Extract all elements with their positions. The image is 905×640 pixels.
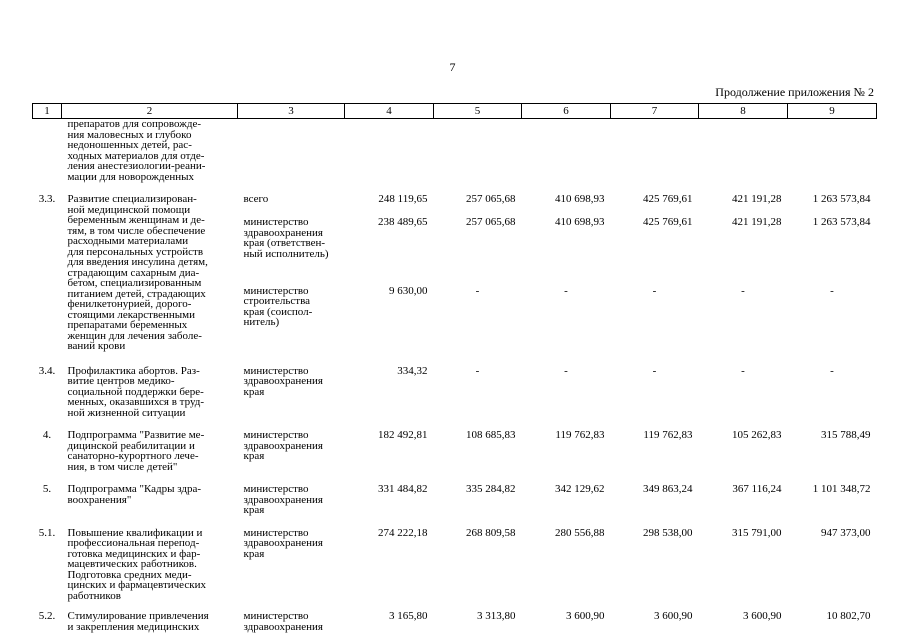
row-value: 331 484,82 <box>378 483 428 495</box>
header-row <box>33 104 877 119</box>
row-value: 425 769,61 <box>643 193 693 205</box>
row-value: 315 791,00 <box>732 526 782 539</box>
row-value: 1 263 573,84 <box>812 193 871 205</box>
table-row <box>33 194 877 217</box>
page-number: 7 <box>449 60 456 74</box>
row-value <box>434 119 522 195</box>
row-value: 248 119,65 <box>378 193 428 205</box>
row-value: 298 538,00 <box>643 526 693 539</box>
row-value: 342 129,62 <box>555 483 605 495</box>
row-value: 3 600,90 <box>743 610 782 622</box>
row-name: Повышение квалификации и профессиональная перепод- готовка медицинских и фар- мацевтических работников. Подготовка средних меди- цинских и фармацевтических работников <box>67 526 206 602</box>
row-value: - <box>475 364 480 377</box>
row-value: - <box>741 284 745 297</box>
row-value: - <box>830 364 834 377</box>
table-row <box>33 611 877 632</box>
row-value: 280 556,88 <box>555 526 605 539</box>
row-value: 1 101 348,72 <box>812 483 871 495</box>
row-name: Развитие специализирован- ной медицинской помощи беременным женщинам и де- тям, в том числе обеспечение расходными материалами для персональных устройств для введения инсулина детям, страдающим сахарным диа- бетом, специализированным питанием детей, страдающих фенилкетонурией, дорого- стоящими лекарственными препаратами беременных женщин для лечения заболе- ваний крови <box>67 193 208 352</box>
row-value: 268 809,58 <box>466 526 516 539</box>
row-value <box>788 119 877 195</box>
header-cell: 8 <box>699 104 788 119</box>
row-executor: министерство строительства края (соиспол- нитель) <box>243 284 313 329</box>
row-executor: министерство здравоохранения края <box>243 364 323 398</box>
row-executor: министерство здравоохранения <box>243 610 323 633</box>
row-value: 108 685,83 <box>466 429 516 441</box>
row-name: Профилактика абортов. Раз- витие центров медико- социальной поддержки бере- менных, оказавшихся в труд- ной жизненной ситуации <box>67 364 205 419</box>
row-value: 257 065,68 <box>466 193 516 205</box>
row-value: 3 600,90 <box>654 610 693 622</box>
row-value: 238 489,65 <box>378 216 428 229</box>
continuation-label: Продолжение приложения № 2 <box>715 85 874 99</box>
row-value: 315 788,49 <box>821 429 871 441</box>
row-value: 3 165,80 <box>389 610 428 622</box>
row-value: 349 863,24 <box>643 483 693 495</box>
row-value: 9 630,00 <box>389 284 428 297</box>
row-executor: министерство здравоохранения края <box>243 526 323 560</box>
row-number: 3.3. <box>38 193 56 205</box>
table-row <box>33 528 877 612</box>
row-value: - <box>741 364 745 377</box>
table-row <box>33 366 877 431</box>
row-value: 274 222,18 <box>378 526 428 539</box>
row-value: 947 373,00 <box>821 526 871 539</box>
row-number: 5.2. <box>38 610 56 622</box>
header-cell: 9 <box>788 104 877 119</box>
table-row <box>33 430 877 484</box>
row-value <box>611 119 699 195</box>
row-value: - <box>564 364 568 377</box>
row-number: 4. <box>42 429 52 441</box>
row-executor: всего <box>243 193 269 205</box>
row-executor: министерство здравоохранения края (ответствен- ный исполнитель) <box>243 216 329 260</box>
row-value: 421 191,28 <box>732 216 782 229</box>
header-cell: 4 <box>345 104 434 119</box>
header-cell: 7 <box>611 104 699 119</box>
header-cell: 3 <box>238 104 345 119</box>
table-row <box>33 484 877 528</box>
row-value: 257 065,68 <box>466 216 516 229</box>
row-value: 105 262,83 <box>732 429 782 441</box>
row-value: - <box>652 284 657 297</box>
row-value: 335 284,82 <box>466 483 516 495</box>
row-name: Стимулирование привлечения и закрепления медицинских <box>67 610 209 633</box>
row-value: 410 698,93 <box>555 216 605 229</box>
header-cell: 1 <box>33 104 62 119</box>
header-cell: 6 <box>522 104 611 119</box>
row-value: 182 492,81 <box>378 429 428 441</box>
row-value: 1 263 573,84 <box>812 216 871 229</box>
header-cell: 2 <box>62 104 238 119</box>
program-table <box>32 103 877 632</box>
row-value: 3 600,90 <box>566 610 605 622</box>
row-value <box>345 119 434 195</box>
row-name: Подпрограмма "Кадры здра- воохранения" <box>67 483 202 506</box>
row-executor <box>238 119 345 195</box>
table-row <box>33 119 877 195</box>
row-number <box>33 119 62 195</box>
header-cell: 5 <box>434 104 522 119</box>
row-value: 334,32 <box>397 364 428 377</box>
row-value <box>699 119 788 195</box>
row-value: - <box>564 284 568 297</box>
row-name: Подпрограмма "Развитие ме- дицинской реабилитации и санаторно-курортного лече- ния, в том числе детей" <box>67 429 205 473</box>
row-number: 5.1. <box>38 526 56 539</box>
row-number: 5. <box>42 483 52 495</box>
row-executor: министерство здравоохранения края <box>243 429 323 462</box>
row-value: - <box>475 284 480 297</box>
row-value: 425 769,61 <box>643 216 693 229</box>
row-value <box>522 119 611 195</box>
row-value: 119 762,83 <box>555 429 605 441</box>
row-value: 410 698,93 <box>555 193 605 205</box>
row-executor: министерство здравоохранения края <box>243 483 323 516</box>
row-value: 421 191,28 <box>732 193 782 205</box>
row-value: 119 762,83 <box>643 429 693 441</box>
row-value: - <box>830 284 834 297</box>
row-number: 3.4. <box>38 364 56 377</box>
table-body <box>33 119 877 633</box>
row-value: - <box>652 364 657 377</box>
row-name: препаратов для сопровожде- ния маловесных и глубоко недоношенных детей, рас- ходных материалов для отде- ления анестезиологии-реани- мации для новорожденных <box>67 118 206 183</box>
row-value: 10 802,70 <box>826 610 871 622</box>
row-value: 367 116,24 <box>732 483 782 495</box>
row-value: 3 313,80 <box>477 610 516 622</box>
